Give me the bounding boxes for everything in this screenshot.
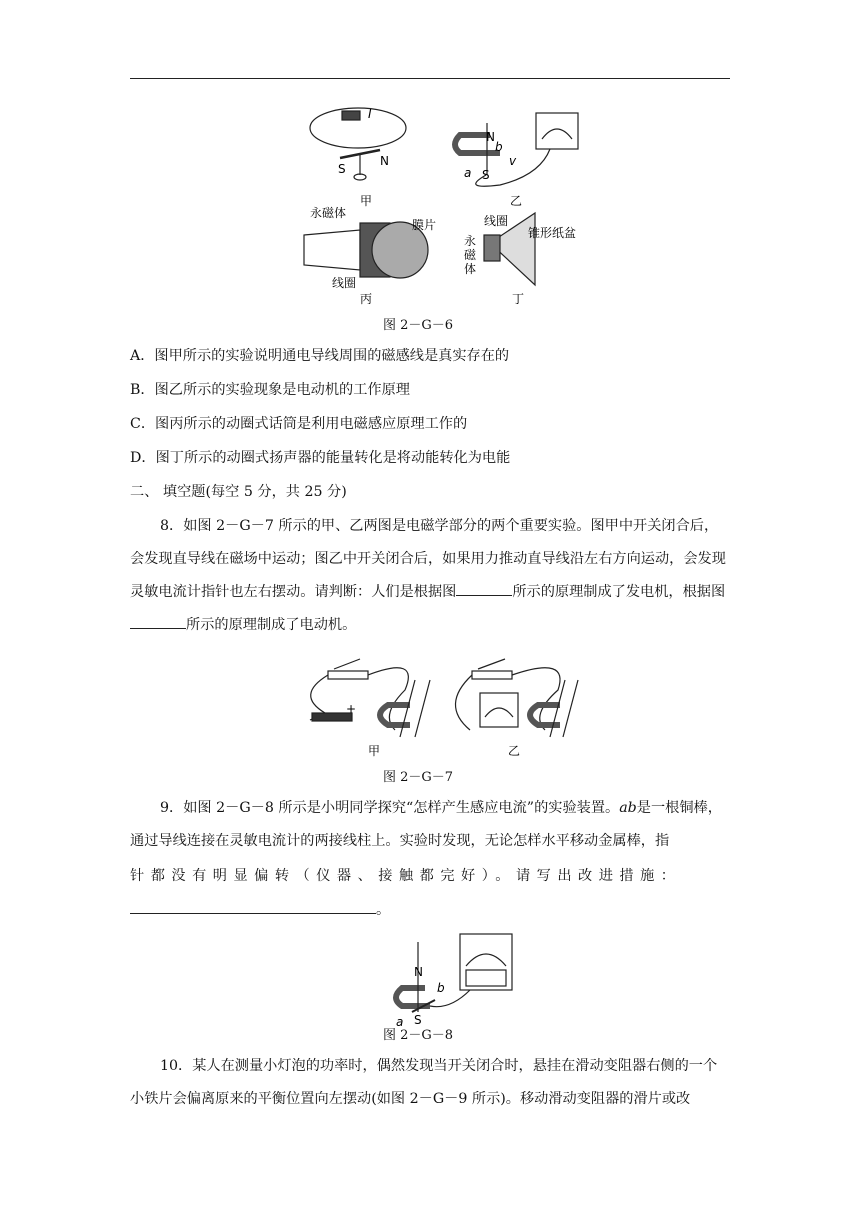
option-b: B．图乙所示的实验现象是电动机的工作原理 bbox=[130, 382, 410, 398]
option-c: C．图丙所示的动圈式话筒是利用电磁感应原理工作的 bbox=[130, 416, 468, 432]
label-current: I bbox=[368, 107, 372, 121]
label-n-magnet: N bbox=[486, 130, 495, 144]
label-magnet-3: 体 bbox=[464, 262, 477, 276]
label-s: S bbox=[414, 1013, 422, 1027]
label-plus: + bbox=[346, 702, 357, 716]
figure-caption-7: 图 2－G－7 bbox=[383, 770, 454, 785]
label-yi: 乙 bbox=[510, 194, 523, 208]
label-coil: 线圈 bbox=[332, 276, 357, 290]
q8-text-2: 所示的原理制成了发电机，根据图 bbox=[512, 584, 726, 600]
label-ding: 丁 bbox=[512, 292, 525, 306]
header-rule bbox=[130, 78, 730, 79]
label-s-magnet: S bbox=[482, 168, 490, 182]
label-b: b bbox=[495, 140, 503, 154]
q9-text-2: 是一根铜棒，通过导线连接在灵敏电流计的两接线柱上。实验时发现，无论怎样水平移动金属棒，指 bbox=[130, 800, 722, 849]
label-yi-7: 乙 bbox=[508, 744, 521, 758]
label-magnet-2: 磁 bbox=[464, 248, 477, 262]
q9-ab: ab bbox=[619, 800, 637, 816]
battery bbox=[342, 111, 360, 120]
figure-caption: 图 2－G－6 bbox=[383, 318, 454, 333]
q9-answer-line bbox=[130, 894, 730, 927]
u-magnet bbox=[396, 988, 430, 1006]
galvanometer bbox=[536, 113, 578, 149]
label-b: b bbox=[437, 981, 445, 995]
label-v: v bbox=[509, 154, 517, 168]
switch bbox=[328, 671, 368, 679]
label-cone: 锥形纸盆 bbox=[528, 226, 577, 240]
section-heading: 二、 填空题(每空 5 分，共 25 分) bbox=[130, 484, 347, 500]
label-diaphragm: 膜片 bbox=[412, 218, 437, 232]
question-10: 10．某人在测量小灯泡的功率时，偶然发现当开关闭合时，悬挂在滑动变阻器右侧的一个小铁片会偏离原来的平衡位置向左摆动(如图 2－G－9 所示)。移动滑动变阻器的滑片或改 bbox=[130, 1058, 718, 1107]
q9-line-3: 针都没有明显偏转（仪器、接触都完好）。请写出改进措施： bbox=[130, 868, 682, 884]
label-jia: 甲 bbox=[360, 194, 373, 208]
label-coil-2: 线圈 bbox=[484, 214, 509, 228]
label-jia-7: 甲 bbox=[368, 744, 381, 758]
q8-text-3: 所示的原理制成了电动机。 bbox=[186, 617, 357, 633]
q8-blank-1[interactable] bbox=[456, 581, 512, 596]
figure-2-g-8 bbox=[390, 930, 520, 1029]
q8-text-1: 8．如图 2－G－7 所示的甲、乙两图是电磁学部分的两个重要实验。图甲中开关闭合后，会发现直导线在磁场中运动；图乙中开关闭合后，如果用力推动直导线沿左右方向运动，会发现灵敏电流计指针也左右摆动。请判断：人们是根据图 bbox=[130, 518, 726, 600]
label-s: S bbox=[338, 162, 346, 176]
q9-text-1: 9．如图 2－G－8 所示是小明同学探究“怎样产生感应电流”的实验装置。 bbox=[160, 800, 620, 816]
question-9 bbox=[130, 792, 730, 858]
q9-period: 。 bbox=[376, 902, 391, 918]
figure-caption-8: 图 2－G－8 bbox=[383, 1028, 454, 1043]
label-bing: 丙 bbox=[360, 292, 373, 306]
q9-blank[interactable] bbox=[130, 899, 376, 914]
microphone bbox=[304, 230, 360, 270]
q8-blank-2[interactable] bbox=[130, 614, 186, 629]
option-a: A．图甲所示的实验说明通电导线周围的磁感线是真实存在的 bbox=[130, 348, 510, 364]
galvanometer bbox=[480, 693, 518, 727]
question-8 bbox=[130, 510, 730, 642]
label-a: a bbox=[396, 1015, 404, 1029]
figure-2-g-7 bbox=[300, 655, 580, 760]
switch-2 bbox=[472, 671, 512, 679]
label-a: a bbox=[464, 166, 472, 180]
label-n: N bbox=[414, 965, 423, 979]
option-d: D．图丁所示的动圈式扬声器的能量转化是将动能转化为电能 bbox=[130, 450, 511, 466]
label-magnet-1: 永 bbox=[464, 234, 477, 248]
galvanometer bbox=[460, 934, 512, 990]
figure-2-g-6 bbox=[300, 95, 577, 310]
label-n: N bbox=[380, 154, 389, 168]
label-permanent-magnet: 永磁体 bbox=[310, 206, 347, 220]
